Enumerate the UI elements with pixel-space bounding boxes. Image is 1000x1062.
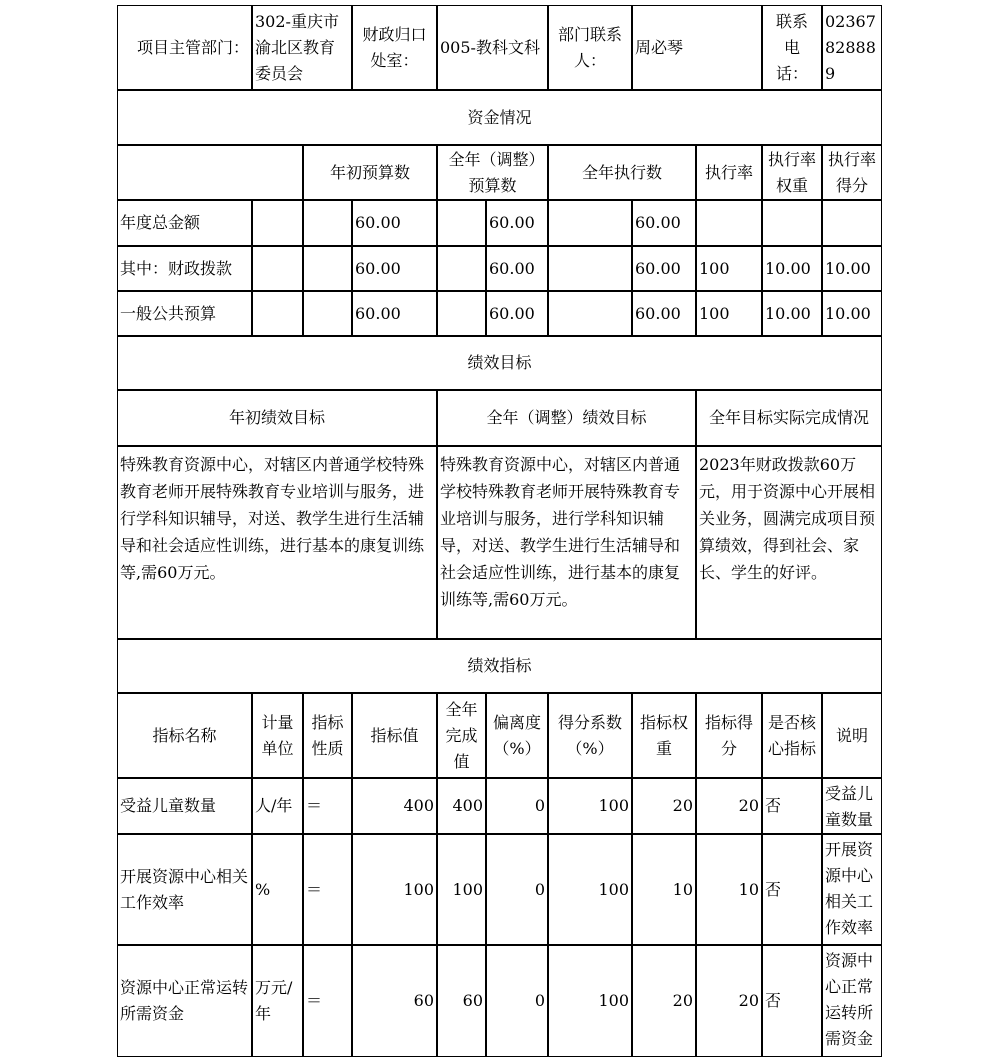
ind-col-value: 指标值 (352, 693, 437, 778)
contact-value: 周必琴 (632, 5, 762, 90)
ind-row-score: 10 (696, 834, 762, 945)
funds-row-score: 10.00 (822, 246, 882, 291)
funds-row-spacer (437, 291, 486, 336)
ind-row-deviation: 0 (486, 778, 548, 834)
funds-row-weight: 10.00 (762, 291, 822, 336)
ind-row-unit: 人/年 (252, 778, 303, 834)
funds-row-rate (696, 200, 762, 246)
funds-row-initial: 60.00 (352, 200, 437, 246)
ind-row-deviation: 0 (486, 945, 548, 1057)
funds-row-spacer (548, 200, 632, 246)
funds-row-spacer (437, 246, 486, 291)
funds-section-title: 资金情况 (117, 90, 882, 145)
funds-col-weight: 执行率权重 (762, 145, 822, 200)
funds-row-adjusted: 60.00 (486, 200, 548, 246)
funds-row-score (822, 200, 882, 246)
ind-row-score: 20 (696, 945, 762, 1057)
funds-row-label: 一般公共预算 (117, 291, 252, 336)
funds-row-spacer (548, 246, 632, 291)
ind-col-weight: 指标权重 (632, 693, 696, 778)
ind-row-note: 开展资源中心相关工作效率 (822, 834, 882, 945)
ind-row-coef: 100 (548, 834, 632, 945)
phone-label: 联系电话： (762, 5, 822, 90)
ind-col-completed: 全年完成值 (437, 693, 486, 778)
ind-col-core: 是否核心指标 (762, 693, 822, 778)
funds-row-blank (252, 200, 303, 246)
funds-col-rate: 执行率 (696, 145, 762, 200)
ind-col-unit: 计量单位 (252, 693, 303, 778)
funds-row-initial: 60.00 (352, 246, 437, 291)
goals-col-adjusted: 全年（调整）绩效目标 (437, 390, 696, 446)
funds-row-executed: 60.00 (632, 246, 696, 291)
ind-col-coef: 得分系数（%） (548, 693, 632, 778)
goals-actual-text: 2023年财政拨款60万元，用于资源中心开展相关业务，圆满完成项目预算绩效，得到社会、家长、学生的好评。 (696, 446, 882, 639)
ind-row-name: 资源中心正常运转所需资金 (117, 945, 252, 1057)
ind-row-unit: % (252, 834, 303, 945)
funds-row-blank (252, 246, 303, 291)
funds-col-initial: 年初预算数 (303, 145, 437, 200)
indicators-section-title: 绩效指标 (117, 639, 882, 693)
funds-row-adjusted: 60.00 (486, 291, 548, 336)
funds-col-executed: 全年执行数 (548, 145, 696, 200)
goals-col-initial: 年初绩效目标 (117, 390, 437, 446)
funds-row-adjusted: 60.00 (486, 246, 548, 291)
goals-col-actual: 全年目标实际完成情况 (696, 390, 882, 446)
ind-row-name: 开展资源中心相关工作效率 (117, 834, 252, 945)
funds-col-score: 执行率得分 (822, 145, 882, 200)
goals-section-title: 绩效目标 (117, 336, 882, 390)
funds-row-spacer (437, 200, 486, 246)
funds-row-weight (762, 200, 822, 246)
ind-row-completed: 100 (437, 834, 486, 945)
ind-col-deviation: 偏离度（%） (486, 693, 548, 778)
funds-row-spacer (303, 246, 352, 291)
ind-row-note: 受益儿童数量 (822, 778, 882, 834)
funds-row-score: 10.00 (822, 291, 882, 336)
ind-col-score: 指标得分 (696, 693, 762, 778)
funds-header-blank (117, 145, 303, 200)
funds-row-spacer (303, 291, 352, 336)
ind-row-nature: ＝ (303, 945, 352, 1057)
funds-row-weight: 10.00 (762, 246, 822, 291)
ind-row-weight: 20 (632, 778, 696, 834)
ind-row-completed: 60 (437, 945, 486, 1057)
ind-row-weight: 20 (632, 945, 696, 1057)
ind-row-coef: 100 (548, 945, 632, 1057)
ind-row-nature: ＝ (303, 778, 352, 834)
ind-col-nature: 指标性质 (303, 693, 352, 778)
dept-label: 项目主管部门： (117, 5, 252, 90)
ind-row-completed: 400 (437, 778, 486, 834)
finance-label: 财政归口处室： (352, 5, 437, 90)
ind-row-coef: 100 (548, 778, 632, 834)
funds-row-spacer (548, 291, 632, 336)
finance-value: 005-教科文科 (437, 5, 548, 90)
ind-row-unit: 万元/年 (252, 945, 303, 1057)
funds-row-executed: 60.00 (632, 200, 696, 246)
funds-row-blank (252, 291, 303, 336)
funds-col-adjusted: 全年（调整）预算数 (437, 145, 548, 200)
ind-row-core: 否 (762, 778, 822, 834)
ind-row-note: 资源中心正常运转所需资金 (822, 945, 882, 1057)
funds-row-spacer (303, 200, 352, 246)
ind-col-note: 说明 (822, 693, 882, 778)
ind-row-weight: 10 (632, 834, 696, 945)
goals-initial-text: 特殊教育资源中心，对辖区内普通学校特殊教育老师开展特殊教育专业培训与服务，进行学科知识辅导，对送、教学生进行生活辅导和社会适应性训练，进行基本的康复训练等,需60万元。 (117, 446, 437, 639)
ind-row-deviation: 0 (486, 834, 548, 945)
goals-adjusted-text: 特殊教育资源中心，对辖区内普通学校特殊教育老师开展特殊教育专业培训与服务，进行学科知识辅导，对送、教学生进行生活辅导和社会适应性训练，进行基本的康复训练等,需60万元。 (437, 446, 696, 639)
ind-row-name: 受益儿童数量 (117, 778, 252, 834)
funds-row-executed: 60.00 (632, 291, 696, 336)
funds-row-label: 年度总金额 (117, 200, 252, 246)
ind-row-score: 20 (696, 778, 762, 834)
funds-row-rate: 100 (696, 291, 762, 336)
phone-value: 02367828889 (822, 5, 882, 90)
ind-row-nature: ＝ (303, 834, 352, 945)
funds-row-label: 其中：财政拨款 (117, 246, 252, 291)
dept-value: 302-重庆市渝北区教育委员会 (252, 5, 352, 90)
ind-col-name: 指标名称 (117, 693, 252, 778)
ind-row-value: 60 (352, 945, 437, 1057)
ind-row-core: 否 (762, 945, 822, 1057)
contact-label: 部门联系人： (548, 5, 632, 90)
ind-row-core: 否 (762, 834, 822, 945)
funds-row-initial: 60.00 (352, 291, 437, 336)
funds-row-rate: 100 (696, 246, 762, 291)
ind-row-value: 400 (352, 778, 437, 834)
ind-row-value: 100 (352, 834, 437, 945)
